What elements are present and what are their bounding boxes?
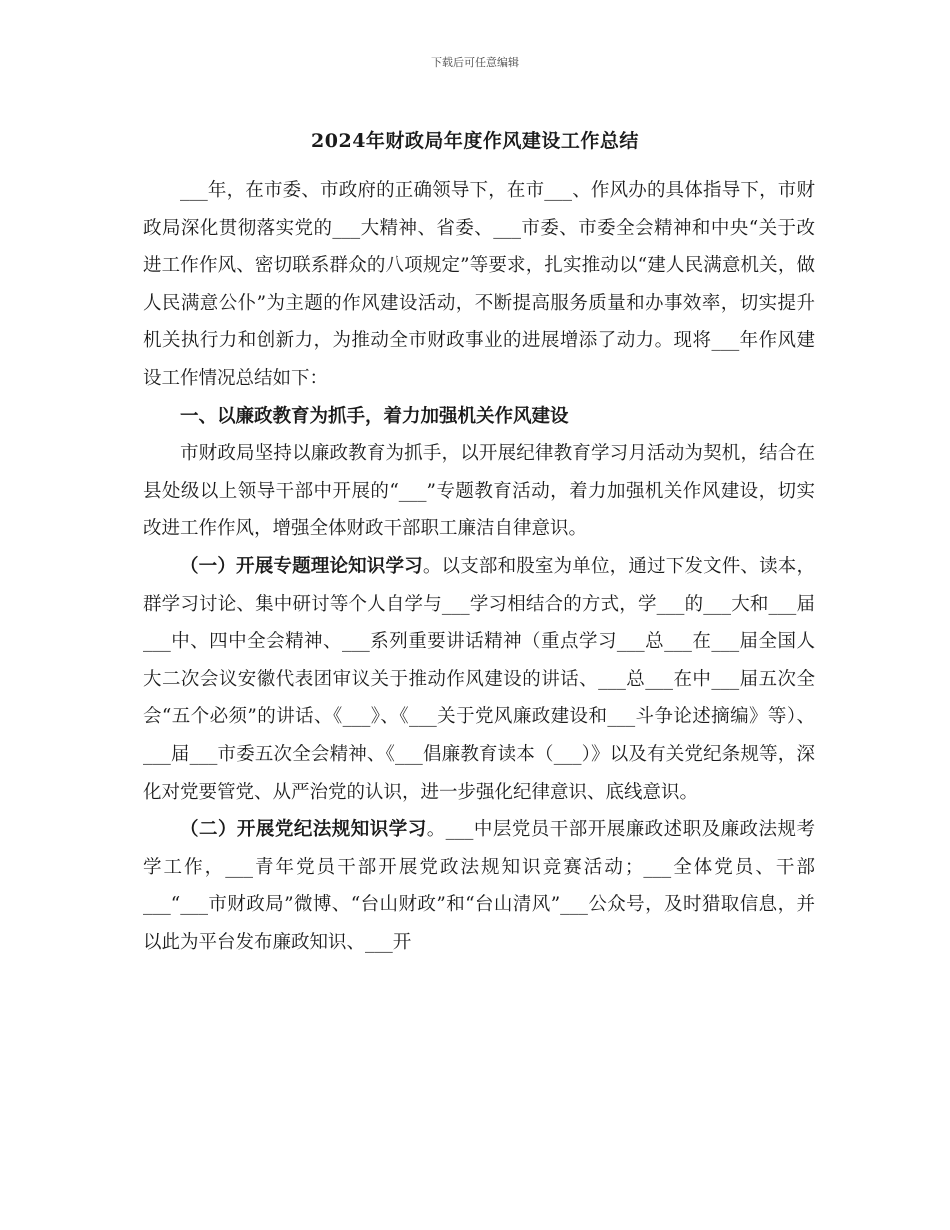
section-heading-1 [143,398,815,436]
paragraph-text: 。___中层党员干部开展廉政述职及廉政法规考学工作，___青年党员干部开展党政法规知识竞赛活动；___全体党员、干部___“___市财政局”微博、“台山财政”和“台山清风”___公众号，及时猎取信息，并以此为平台发布廉政知识、___开 [143,819,815,953]
paragraph-subsection-1 [143,548,815,811]
paragraph-text: 。以支部和股室为单位，通过下发文件、读本，群学习讨论、集中研讨等个人自学与___学习相结合的方式，学___的___大和___届___中、四中全会精神、___系列重要讲话精神（重点学习___总___在___届全国人大二次会议安徽代表团审议关于推动作风建设的讲话、___总___在中___届五次全会“五个必须”的讲话、《___》、《___关于党风廉政建设和___斗争论述摘编》等）、___届___市委五次全会精神、《___倡廉教育读本（___）》以及有关党纪条规等，深化对党要管党、从严治党的认识，进一步强化纪律意识、底线意识。 [143,555,815,803]
paragraph-section-1 [143,435,815,548]
paragraph-subsection-2 [143,811,815,961]
paragraph-intro [143,172,815,398]
document-body [143,172,815,961]
paragraph-text: 市财政局坚持以廉政教育为抓手，以开展纪律教育学习月活动为契机，结合在县处级以上领导干部中开展的“___”专题教育活动，着力加强机关作风建设，切实改进工作作风，增强全体财政干部职工廉洁自律意识。 [143,443,815,540]
subsection-heading-1: （一）开展专题理论知识学习 [180,555,423,577]
subsection-heading-2: （二）开展党纪法规知识学习 [180,819,427,841]
paragraph-text: ___年，在市委、市政府的正确领导下，在市___、作风办的具体指导下，市财政局深化贯彻落实党的___大精神、省委、___市委、市委全会精神和中央“关于改进工作作风、密切联系群众的八项规定”等要求，扎实推动以“建人民满意机关，做人民满意公仆”为主题的作风建设活动，不断提高服务质量和办事效率，切实提升机关执行力和创新力，为推动全市财政事业的进展增添了动力。现将___年作风建设工作情况总结如下： [143,180,815,389]
header-note: 下载后可任意编辑 [431,56,519,69]
document-title: 2024年财政局年度作风建设工作总结 [311,130,639,152]
heading-text: 一、以廉政教育为抓手，着力加强机关作风建设 [180,405,569,427]
